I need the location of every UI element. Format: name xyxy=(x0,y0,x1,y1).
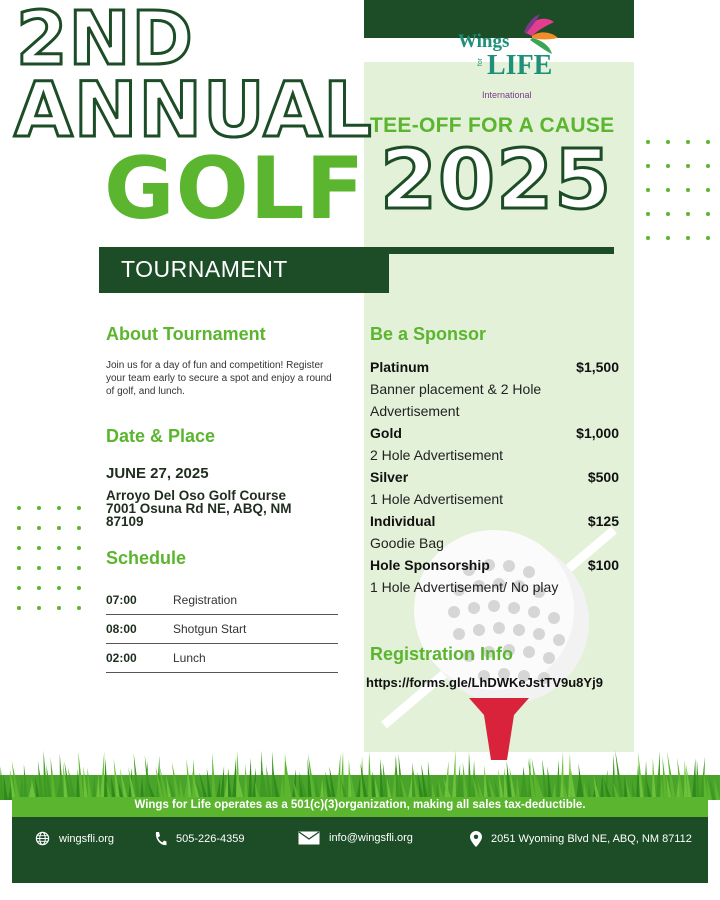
tier-price: $1,500 xyxy=(576,359,619,375)
footer-phone[interactable] xyxy=(154,831,245,847)
registration-heading: Registration Info xyxy=(370,644,513,664)
logo-for-text: for xyxy=(477,58,484,67)
sponsor-tier xyxy=(370,554,619,576)
website-text: wingsfli.org xyxy=(59,832,115,845)
tier-description: 1 Hole Advertisement xyxy=(370,491,504,507)
sponsor-tiers xyxy=(370,356,619,598)
headline-year: 2025 xyxy=(380,133,613,228)
footer-email[interactable] xyxy=(298,831,413,845)
schedule-table xyxy=(106,586,338,673)
logo-wings-text: Wings xyxy=(458,31,510,52)
footer-website[interactable] xyxy=(35,831,114,846)
tier-description: 2 Hole Advertisement xyxy=(370,447,504,463)
registration-link[interactable]: https://forms.gle/LhDWKeJstTV9u8Yj9 xyxy=(366,675,603,690)
schedule-event: Lunch xyxy=(173,651,206,665)
mail-icon xyxy=(298,831,320,845)
tier-price: $1,000 xyxy=(576,425,619,441)
tier-price: $500 xyxy=(587,469,619,485)
sponsor-heading: Be a Sponsor xyxy=(370,324,487,344)
email-text: info@wingsfli.org xyxy=(329,832,413,844)
schedule-time: 07:00 xyxy=(106,593,137,607)
tax-note: Wings for Life operates as a 501(c)(3)organization, making all sales tax-deductible. xyxy=(134,799,586,811)
logo-life-text: LIFE xyxy=(487,50,553,81)
about-heading: About Tournament xyxy=(106,324,266,344)
grass-illustration xyxy=(0,745,720,800)
schedule-row xyxy=(106,644,338,673)
about-text: Join us for a day of fun and competition! Register your team early to secure a spot and enjoy a round of golf, and lunch. xyxy=(106,360,332,397)
phone-text: 505-226-4359 xyxy=(176,833,245,845)
dot-pattern-left xyxy=(17,506,81,610)
address-text: 2051 Wyoming Blvd NE, ABQ, NM 87112 xyxy=(491,833,692,845)
venue-line-2: 7001 Osuna Rd NE, ABQ, NM xyxy=(106,501,292,516)
schedule-time: 02:00 xyxy=(106,651,137,665)
headline-2nd: 2ND xyxy=(16,0,194,82)
venue-line-1: Arroyo Del Oso Golf Course xyxy=(106,488,287,503)
tier-price: $125 xyxy=(587,513,619,529)
tier-name: Individual xyxy=(370,513,436,529)
sponsor-tier xyxy=(370,422,619,444)
event-date: JUNE 27, 2025 xyxy=(106,465,209,482)
headline-golf: GOLF xyxy=(104,139,366,239)
headline-annual: ANNUAL xyxy=(14,65,373,154)
date-place-heading: Date & Place xyxy=(106,426,216,446)
tier-description: Banner placement & 2 Hole Advertisement xyxy=(370,381,542,419)
sponsor-tier xyxy=(370,510,619,532)
schedule-time: 08:00 xyxy=(106,622,137,636)
tagline: TEE-OFF FOR A CAUSE xyxy=(370,114,615,137)
tournament-label: TOURNAMENT xyxy=(121,256,288,282)
tier-name: Gold xyxy=(370,425,402,441)
tier-description: 1 Hole Advertisement/ No play xyxy=(370,579,559,595)
footer-address xyxy=(470,831,692,847)
schedule-row xyxy=(106,615,338,644)
venue-address xyxy=(106,489,336,528)
schedule-event: Registration xyxy=(173,593,238,607)
schedule-event: Shotgun Start xyxy=(173,622,247,636)
venue-line-3: 87109 xyxy=(106,514,144,529)
tier-name: Platinum xyxy=(370,359,430,375)
tournament-stripe xyxy=(364,247,614,254)
dot-pattern-right xyxy=(646,140,710,240)
footer-bar xyxy=(12,817,708,883)
tier-name: Silver xyxy=(370,469,409,485)
sponsor-tier xyxy=(370,356,619,378)
tier-price: $100 xyxy=(587,557,619,573)
globe-icon xyxy=(35,831,50,846)
schedule-heading: Schedule xyxy=(106,548,187,568)
logo-international-text: International xyxy=(482,90,532,100)
schedule-row xyxy=(106,586,338,615)
sponsor-tier xyxy=(370,466,619,488)
tier-name: Hole Sponsorship xyxy=(370,557,490,573)
tier-description: Goodie Bag xyxy=(370,535,444,551)
phone-icon xyxy=(154,831,167,847)
location-pin-icon xyxy=(470,831,482,847)
